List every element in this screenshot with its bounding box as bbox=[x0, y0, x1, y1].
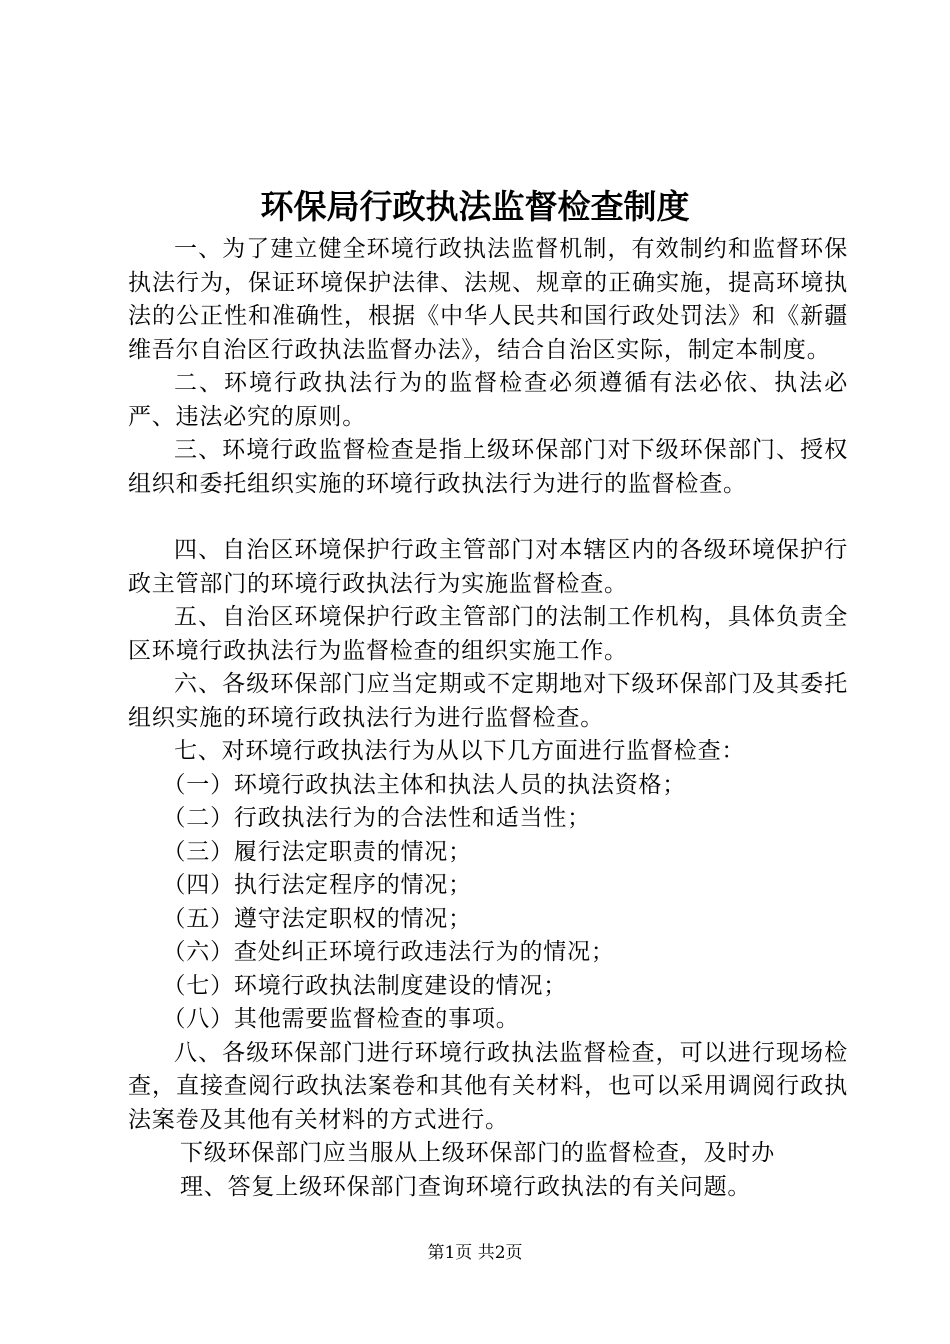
paragraph-1: 一、为了建立健全环境行政执法监督机制，有效制约和监督环保执法行为，保证环境保护法律、法规、规章的正确实施，提高环境执法的公正性和准确性，根据《中华人民共和国行政处罚法》和《新疆维吾尔自治区行政执法监督办法》，结合自治区实际，制定本制度。 bbox=[128, 236, 848, 363]
document-body bbox=[128, 233, 848, 1204]
document-title: 环保局行政执法监督检查制度 bbox=[260, 187, 690, 226]
paragraph-7: 七、对环境行政执法行为从以下几方面进行监督检查： bbox=[174, 738, 746, 764]
list-item-6: （六）查处纠正环境行政违法行为的情况； bbox=[162, 939, 615, 965]
paragraph-6: 六、各级环保部门应当定期或不定期地对下级环保部门及其委托组织实施的环境行政执法行为进行监督检查。 bbox=[128, 671, 848, 731]
list-item-1: （一）环境行政执法主体和执法人员的执法资格； bbox=[162, 771, 687, 798]
paragraph-8: 八、各级环保部门进行环境行政执法监督检查，可以进行现场检查，直接查阅行政执法案卷和其他有关材料，也可以采用调阅行政执法案卷及其他有关材料的方式进行。 bbox=[128, 1039, 848, 1133]
list-item-7: （七）环境行政执法制度建设的情况； bbox=[162, 972, 568, 999]
paragraph-3: 三、环境行政监督检查是指上级环保部门对下级环保部门、授权组织和委托组织实施的环境行政执法行为进行的监督检查。 bbox=[128, 437, 848, 497]
list-item-5: （五）遵守法定职权的情况； bbox=[162, 905, 472, 932]
list-item-3: （三）履行法定职责的情况； bbox=[162, 838, 472, 865]
list-item-4: （四）执行法定程序的情况； bbox=[162, 872, 472, 898]
page-indicator: 第1页 共2页 bbox=[427, 1243, 523, 1263]
paragraph-5: 五、自治区环境保护行政主管部门的法制工作机构，具体负责全区环境行政执法行为监督检查的组织实施工作。 bbox=[128, 604, 848, 664]
list-item-8: （八）其他需要监督检查的事项。 bbox=[162, 1006, 520, 1032]
paragraph-4: 四、自治区环境保护行政主管部门对本辖区内的各级环境保护行政主管部门的环境行政执法行为实施监督检查。 bbox=[128, 537, 848, 597]
list-item-2: （二）行政执法行为的合法性和适当性； bbox=[162, 805, 591, 831]
paragraph-2: 二、环境行政执法行为的监督检查必须遵循有法必依、执法必严、违法必究的原则。 bbox=[128, 370, 848, 430]
paragraph-tail: 下级环保部门应当服从上级环保部门的监督检查，及时办理、答复上级环保部门查询环境行政执法的有关问题。 bbox=[180, 1140, 775, 1200]
